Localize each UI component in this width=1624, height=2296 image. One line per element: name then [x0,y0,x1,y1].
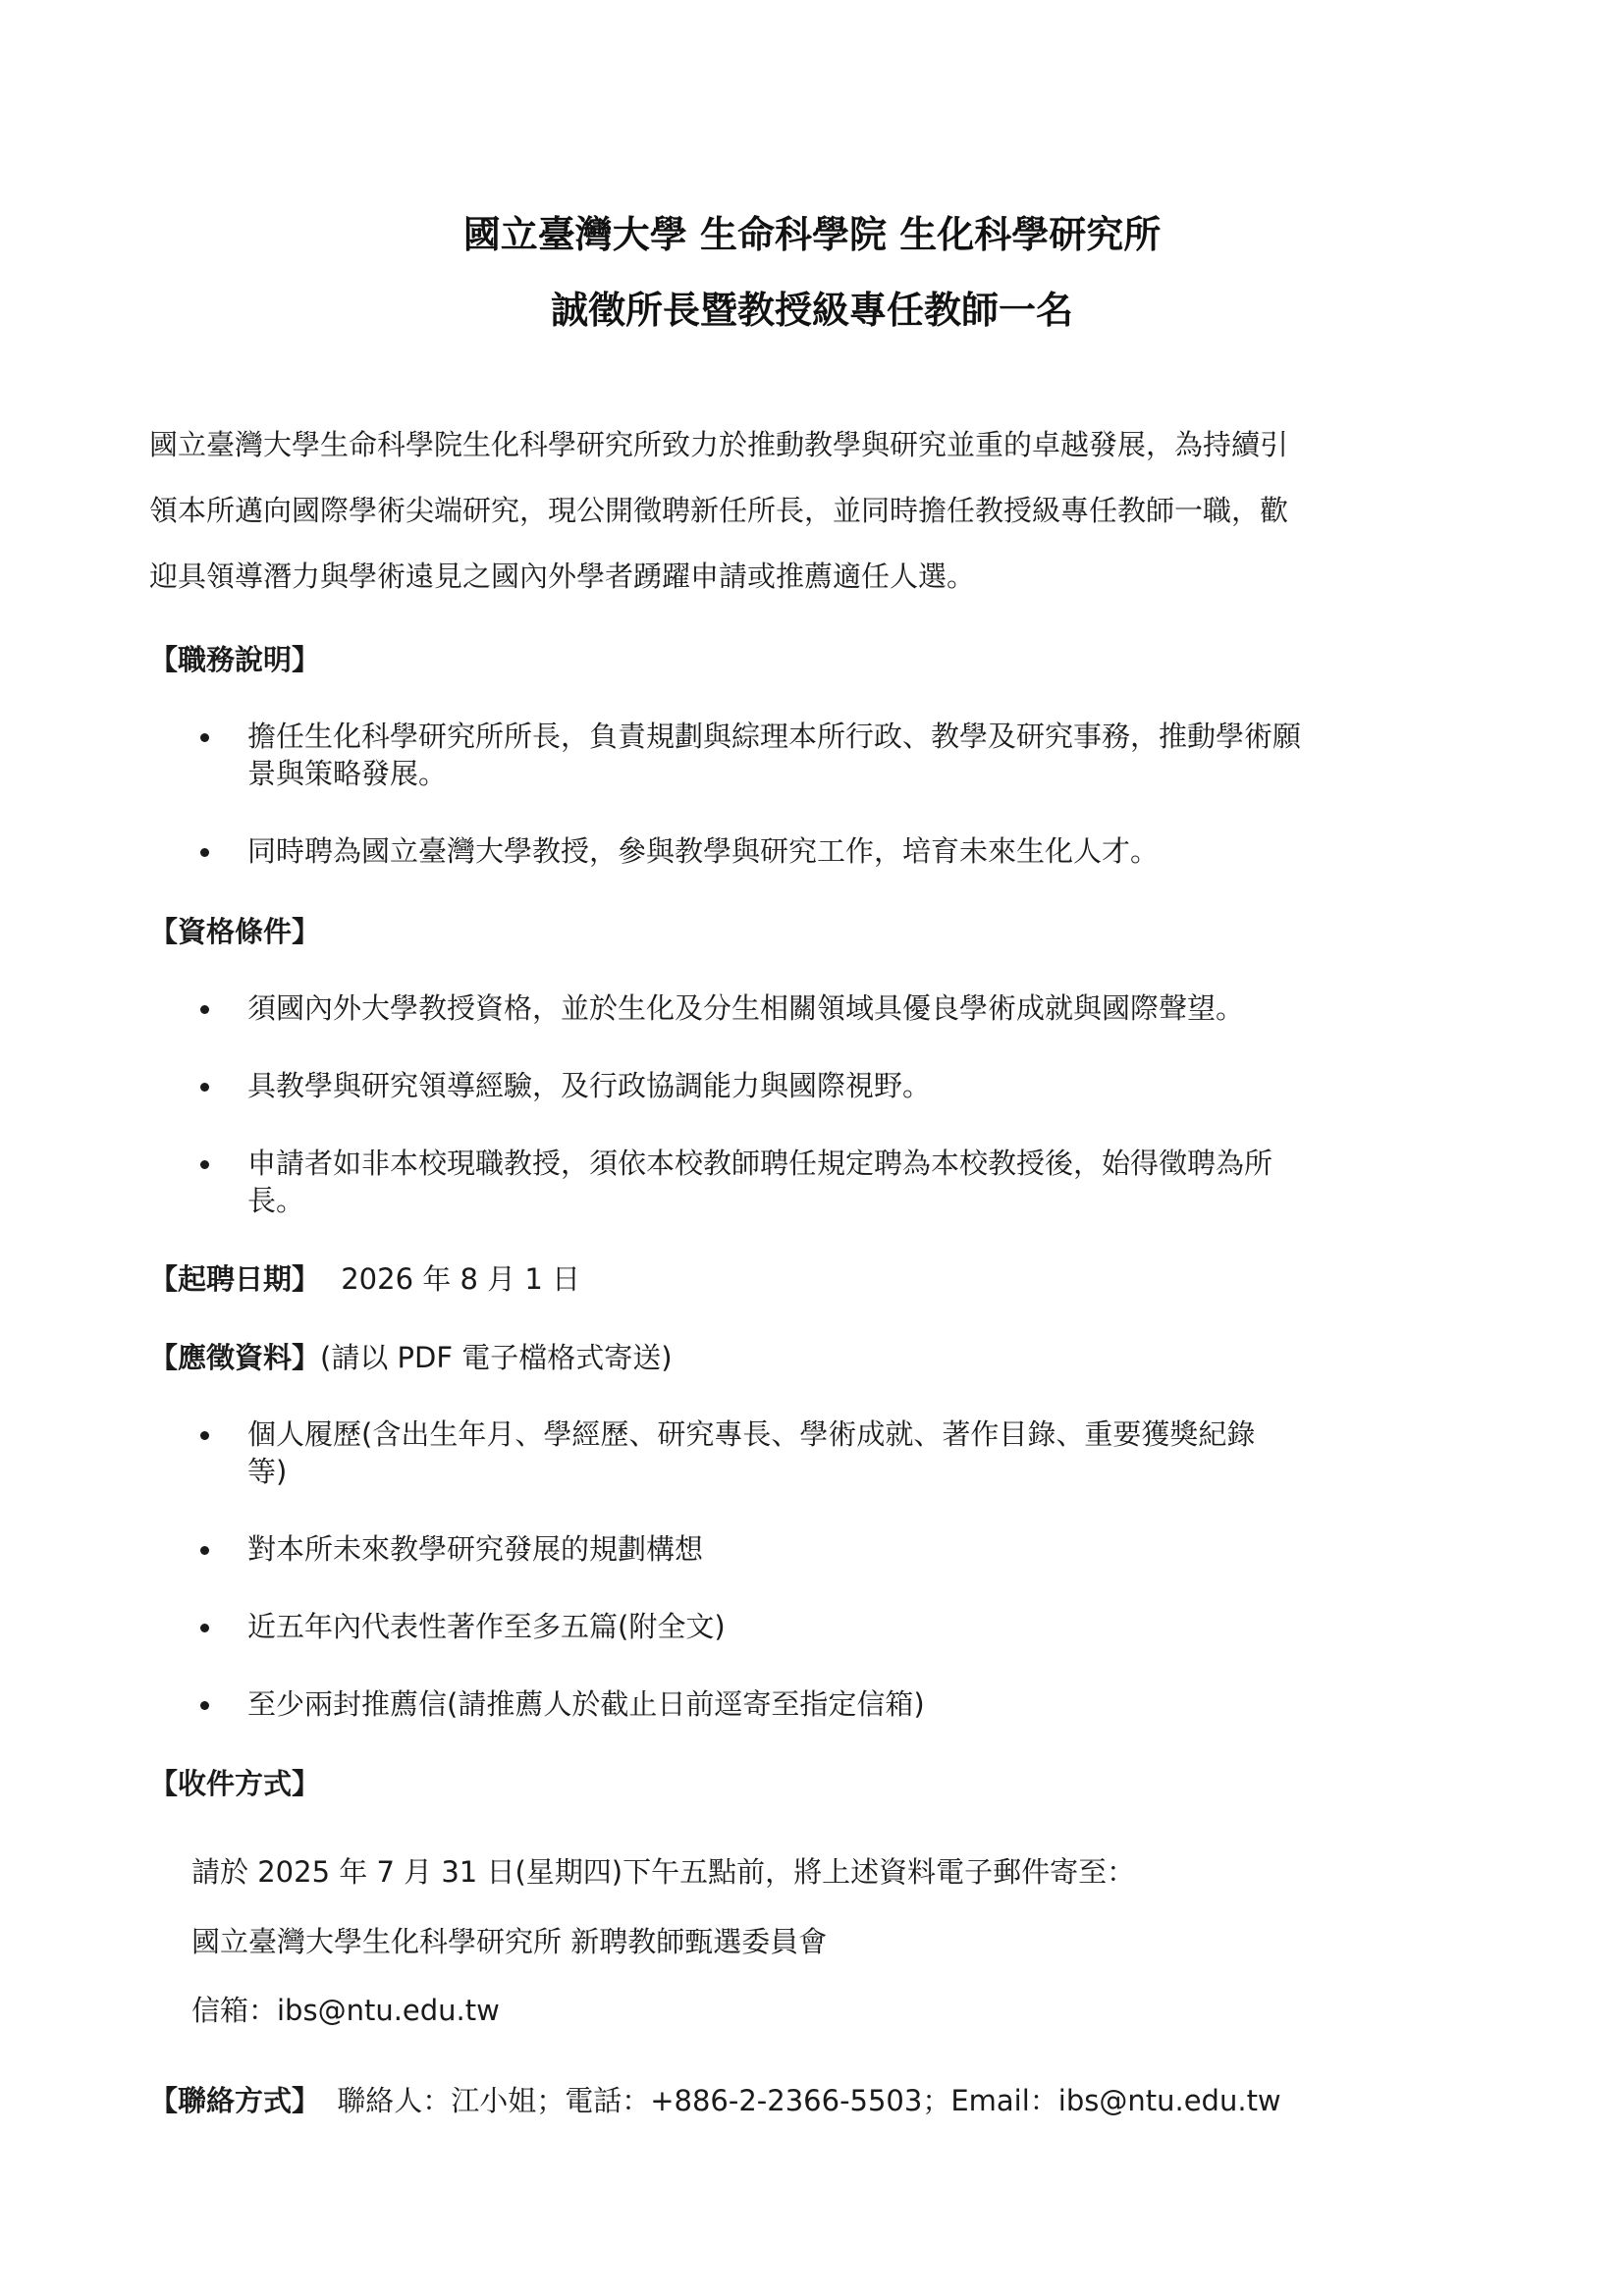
list-item [149,1067,1504,1104]
list-item-text: 對本所未來教學研究發展的規劃構想 [247,1532,704,1566]
duties-heading: 【職務說明】 [149,643,321,676]
intro-paragraph [149,412,1485,610]
intro-line: 領本所邁向國際學術尖端研究，現公開徵聘新任所長，並同時擔任教授級專任教師一職，歡 [149,494,1289,527]
title-line-2: 誠徵所長暨教授級專任教師一名 [550,289,1073,332]
list-item [149,1530,1504,1568]
list-item [149,1608,1504,1645]
intro-line: 國立臺灣大學生命科學院生化科學研究所致力於推動教學與研究並重的卓越發展，為持續引 [149,428,1289,461]
contact-row [149,2081,1281,2120]
qualifications-section-heading [149,912,320,951]
materials-note: (請以 PDF 電子檔格式寄送) [320,1341,673,1374]
title-line-1: 國立臺灣大學 生命科學院 生化科學研究所 [462,213,1162,256]
list-item [149,1145,1504,1219]
list-item-text: 個人履歷(含出生年月、學經歷、研究專長、學術成就、著作目錄、重要獲獎紀錄 [247,1417,1256,1451]
contact-heading: 【聯絡方式】 [149,2084,321,2117]
list-item-text: 申請者如非本校現職教授，須依本校教師聘任規定聘為本校教授後，始得徵聘為所 [247,1147,1273,1180]
materials-list-3 [149,1608,1504,1645]
qualifications-list-3 [149,1145,1504,1219]
start-date-heading: 【起聘日期】 [149,1262,321,1296]
intro-line: 迎具領導潛力與學術遠見之國內外學者踴躍申請或推薦適任人選。 [149,560,976,593]
contact-value: 聯絡人：江小姐；電話：+886-2-2366-5503；Email：ibs@ntu.edu.tw [337,2084,1281,2117]
list-item-text: 至少兩封推薦信(請推薦人於截止日前逕寄至指定信箱) [247,1687,925,1721]
list-item-text: 具教學與研究領導經驗，及行政協調能力與國際視野。 [247,1069,932,1102]
submission-email: 信箱：ibs@ntu.edu.tw [191,1994,500,2027]
materials-heading: 【應徵資料】 [149,1341,321,1374]
qualifications-heading: 【資格條件】 [149,915,321,948]
start-date-row [149,1259,580,1299]
list-item [149,718,1504,792]
list-item-text: 同時聘為國立臺灣大學教授，參與教學與研究工作，培育未來生化人才。 [247,834,1160,868]
list-item [149,989,1504,1027]
materials-list-4 [149,1685,1504,1723]
list-item-text: 等) [247,1455,288,1488]
materials-list [149,1415,1504,1490]
duties-list [149,718,1504,792]
duties-list-cont [149,832,1504,870]
duties-section-heading [149,640,320,679]
list-item-text: 擔任生化科學研究所所長，負責規劃與綜理本所行政、教學及研究事務，推動學術願 [247,720,1302,753]
list-item [149,1415,1504,1490]
submission-section-heading [149,1764,320,1803]
materials-row [149,1338,673,1377]
list-item [149,1685,1504,1723]
qualifications-list-2 [149,1067,1504,1104]
start-date-value: 2026 年 8 月 1 日 [341,1262,581,1296]
submission-recipient: 國立臺灣大學生化科學研究所 新聘教師甄選委員會 [191,1925,828,1958]
list-item-text: 長。 [247,1184,305,1217]
submission-heading: 【收件方式】 [149,1767,321,1800]
qualifications-list [149,989,1504,1027]
list-item-text: 景與策略發展。 [247,757,448,790]
list-item-text: 須國內外大學教授資格，並於生化及分生相關領域具優良學術成就與國際聲望。 [247,991,1245,1025]
submission-deadline: 請於 2025 年 7 月 31 日(星期四)下午五點前，將上述資料電子郵件寄至： [191,1855,1136,1889]
list-item-text: 近五年內代表性著作至多五篇(附全文) [247,1610,726,1643]
list-item [149,832,1504,870]
materials-list-2 [149,1530,1504,1568]
